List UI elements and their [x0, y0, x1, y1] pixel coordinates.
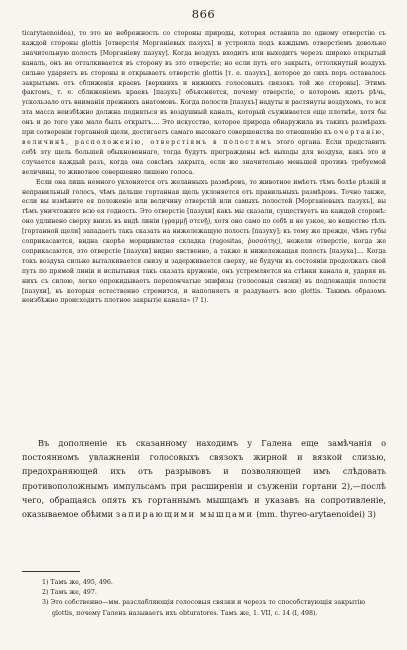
footnote-2-number: 2): [42, 589, 49, 597]
main-paragraph: [22, 436, 386, 521]
footnote-1: [22, 578, 386, 588]
main-emphasized-phrase: запирающими мышцами: [115, 509, 254, 520]
quoted-paragraph-1-end: этого органа. Если представить себѣ эту щель большей обыкновеннаго, тогда будутъ преграждены всѣ выходы для воздуха, какъ это и случается каждый разъ, когда она совсѣмъ закрыта, если же значительно меньшей противъ требуемой величины, то животное совершенно лишено голоса.: [22, 138, 387, 176]
footnote-2: [22, 588, 386, 598]
quoted-paragraph-2: Если она лишь немного уклоняется отъ желанныхъ размѣровъ, то животное имѣетъ тѣмъ болѣе рѣзкій и неправильный голосъ, чѣмъ дальше гортанная щель уклоняется отъ правильныхъ размѣровъ. Точно также, если вы измѣните ея положеніе или величину отверстій или самыхъ полостей [Морганіевыхъ пазухъ], вы тѣмъ уничтожите всю ея годность. Это отверстіе [пазухи] какъ мы сказали, существуетъ на каждой сторонѣ: оно удлинено сверху внизъ въ видѣ линіи (γραμμῇ στενῇ), хотя оно само по себѣ и не узкое, но вещество тѣлъ [гортанной щели] западаетъ такъ сказать на нижележащую полость [пазуху]; къ тому же прежде, чѣмъ губы соприкасаются, видна скорѣе морщинистая складка (rugositas, ῥυσσότης), нежели отверстіе, когда же соприкасаются, это отверстіе [пазухи] видно явственно, а также и нижележащая полость [пазуха].... Когда токъ воздуха сильно выталкивается снизу и задерживается сверху, не будучи въ состояніи продолжать свой путь по прямой линіи и испытывая такъ сказать круженіе, онъ устремляется на стѣнки канала и, ударяя въ нихъ съ силою, легко опрокидываетъ перепончатые эпифизы (голосовыя связки) въ подлежащія полости [пазухи], въ которыя естественно стремится, и наполняетъ и раздуваетъ всю glottis. Такимъ образомъ неизбѣжно происходитъ плотное закрытіе канала» (? 1).: [22, 178, 386, 305]
footnote-1-text: Тамъ же, 495, 496.: [50, 579, 113, 586]
quoted-paragraph-1-text: ticarytaenoidea), то это не небрежность со стороны природы, которая оставила по одному отверстію съ каждой стороны glottis [отверстія Морганіевых пазухъ] и устроила подъ каждымъ отверстіемъ довольно значительную полость [Морганіеву пазуху]. Когда воздухъ входитъ или выходитъ черезъ широко открытый каналъ, онъ не отталкивается въ сторону въ это отверстіе; но если путь его закрыть, оттолкнутый воздухъ сильно ударяетъ въ стороны и открываетъ отверстіе glottis [т. е. пазухъ], которое до сихъ поръ оставалось закрытымъ отъ сближенія краевъ [верхнихъ и нижнихъ голосовыхъ связокъ той же стороны]. Этимъ фактомъ, т. е. сближеніемъ краевъ [пазухъ] объясняется, почему отверстіе, о которомъ идетъ рѣчь, ускользало отъ вниманія прежнихъ анатомовъ. Когда полости [пазухъ] надуты и растянуты воздухомъ, то вся эта масса неизбѣжно должна подняться въ воздушный каналъ, который съуживается еще плотнѣе, хотя бы онъ и до того уже мало былъ открытъ.... Это искусство, которое природа обнаружила въ такихъ размѣрахъ при сотвореніи гортанной щели, достигаетъ самаго высокаго совершенства по отношенію къ: [22, 30, 386, 137]
main-text: [22, 436, 386, 521]
quoted-passage: [22, 29, 386, 306]
footnote-1-number: 1): [42, 579, 49, 586]
page-number: 866: [191, 7, 216, 21]
footnote-divider: [22, 571, 80, 572]
footnotes: [22, 578, 386, 619]
footnote-3: 3) Это собственно—мм. разслабляющія голосовыя связки и черезъ то способствующія закрытію glottis, почему Галенъ называетъ ихъ obturatores. Тамъ же, 1. VII, с. 14 (I, 498).: [42, 599, 366, 617]
footnote-2-text: Тамъ же, 497.: [50, 589, 97, 597]
main-paragraph-end: (mm. thyreo-arytaenoidei) 3): [256, 509, 376, 520]
main-paragraph-text: Въ дополненіе къ сказанному находимъ у Галена еще замѣчанія о постоянномъ увлажненіи голосовыхъ связокъ жирной и вязкой слизью, предохраняющей ихъ отъ разрывовъ и позволяющей имъ слѣдовать противоположнымъ импульсамъ при расширеніи и съуженіи гортани 2),—послѣ чего, обращаясь опять къ гортаннымъ мышцамъ и указавъ на сопротивленіе, оказываемое обѣими: [22, 438, 386, 520]
emphasized-phrase: очертанію, величинѣ, расположенію, отверстіямъ в полостямъ: [22, 129, 386, 146]
quoted-paragraph-1: [22, 29, 386, 178]
